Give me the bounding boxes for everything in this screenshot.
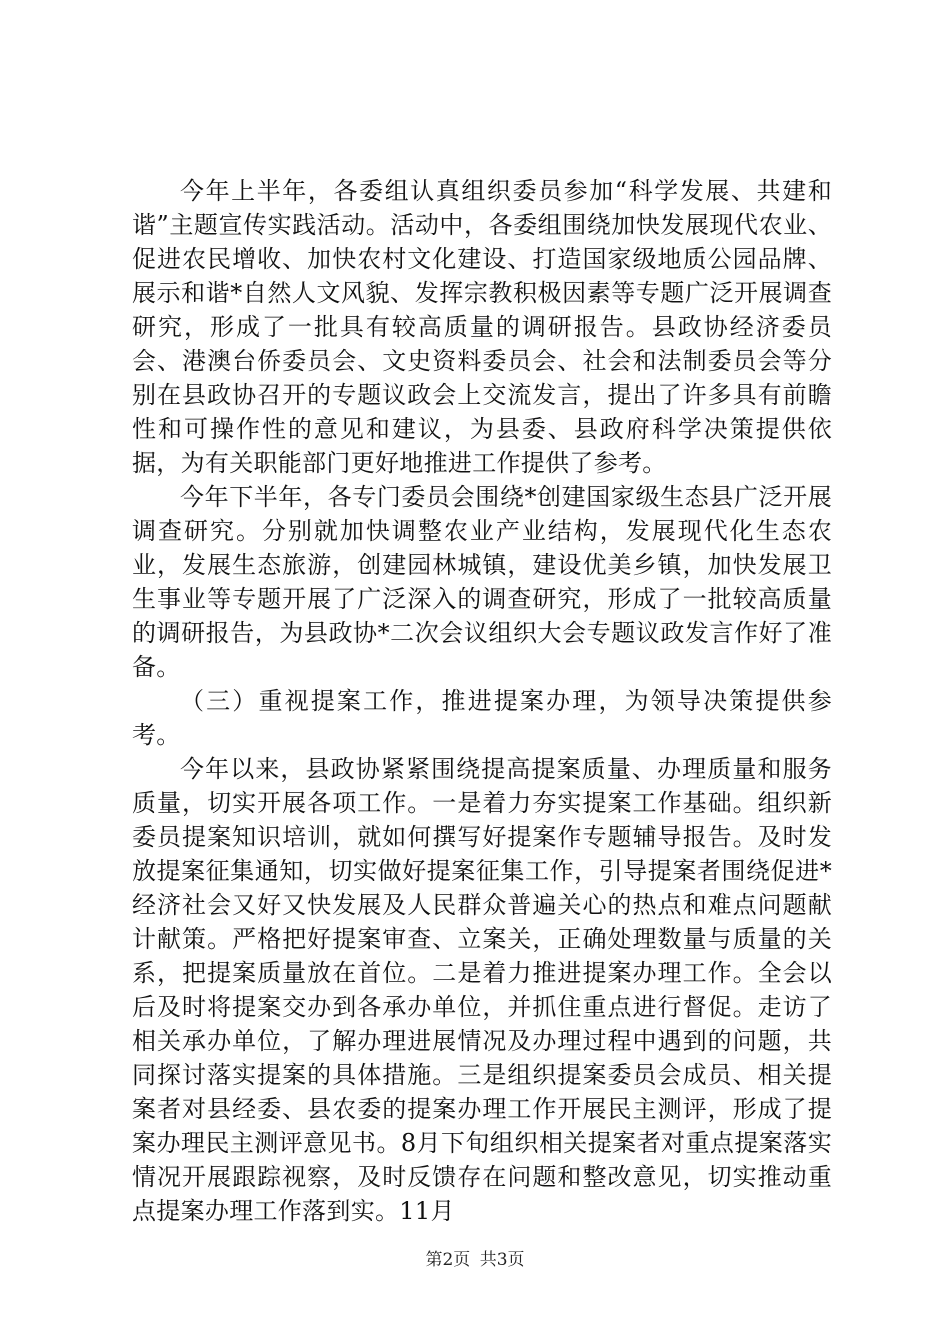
page-total: 共3页	[479, 1250, 525, 1270]
paragraph-first-half-year: 今年上半年，各委组认真组织委员参加“科学发展、共建和谐”主题宣传实践活动。活动中，各委组围绕加快发展现代农业、促进农民增收、加快农村文化建设、打造国家级地质公园品牌、展示和谐*自然人文风貌、发挥宗教积极因素等专题广泛开展调查研究，形成了一批具有较高质量的调研报告。县政协经济委员会、港澳台侨委员会、文史资料委员会、社会和法制委员会等分别在县政协召开的专题议政会上交流发言，提出了许多具有前瞻性和可操作性的意见和建议，为县委、县政府科学决策提供依据，为有关职能部门更好地推进工作提供了参考。	[132, 177, 832, 477]
section-heading-proposals: （三）重视提案工作，推进提案办理，为领导决策提供参考。	[132, 687, 832, 749]
paragraph-second-half-year: 今年下半年，各专门委员会围绕*创建国家级生态县广泛开展调查研究。分别就加快调整农业产业结构，发展现代化生态农业，发展生态旅游，创建园林城镇，建设优美乡镇，加快发展卫生事业等专题开展了广泛深入的调查研究，形成了一批较高质量的调研报告，为县政协*二次会议组织大会专题议政发言作好了准备。	[132, 483, 832, 681]
page-footer	[0, 1245, 950, 1270]
page-number: 第2页	[425, 1250, 471, 1270]
paragraph-proposal-work: 今年以来，县政协紧紧围绕提高提案质量、办理质量和服务质量，切实开展各项工作。一是着力夯实提案工作基础。组织新委员提案知识培训，就如何撰写好提案作专题辅导报告。及时发放提案征集通知，切实做好提案征集工作，引导提案者围绕促进*经济社会又好又快发展及人民群众普遍关心的热点和难点问题献计献策。严格把好提案审查、立案关，正确处理数量与质量的关系，把提案质量放在首位。二是着力推进提案办理工作。全会以后及时将提案交办到各承办单位，并抓住重点进行督促。走访了相关承办单位，了解办理进展情况及办理过程中遇到的问题，共同探讨落实提案的具体措施。三是组织提案委员会成员、相关提案者对县经委、县农委的提案办理工作开展民主测评，形成了提案办理民主测评意见书。8月下旬组织相关提案者对重点提案落实情况开展跟踪视察，及时反馈存在问题和整改意见，切实推动重点提案办理工作落到实。11月	[132, 755, 832, 1225]
document-body	[132, 174, 832, 1228]
